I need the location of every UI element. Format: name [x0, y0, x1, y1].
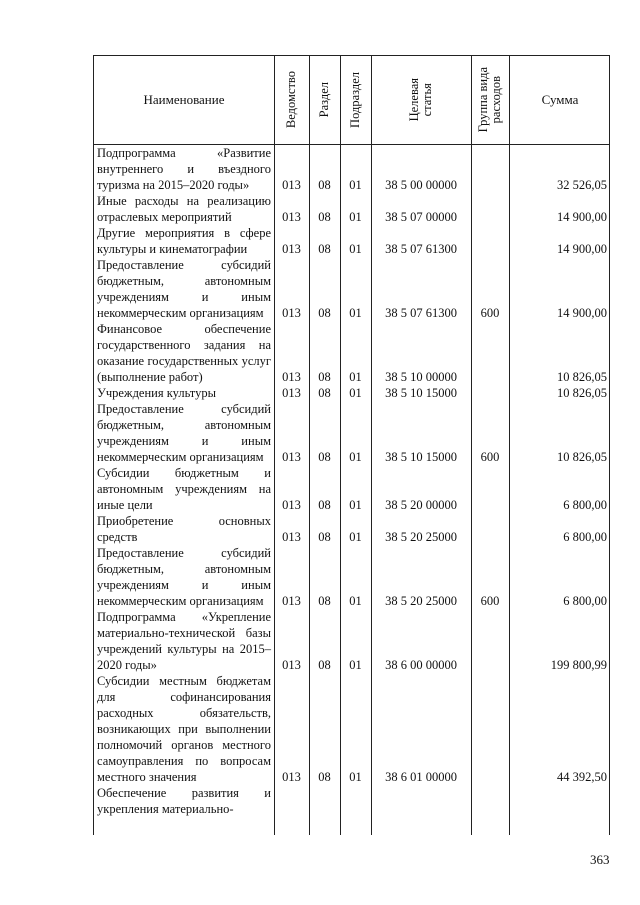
table-row [94, 401, 611, 465]
row-vedomstvo: 013 [282, 386, 301, 400]
row-summa: 199 800,99 [550, 658, 607, 672]
header-razdel: Раздел [317, 82, 331, 118]
table-row [94, 257, 611, 321]
row-name: Субсидии бюджетным и автономным учреждениям на иные цели [97, 466, 271, 512]
table-row [94, 673, 611, 785]
row-name: Другие мероприятия в сфере культуры и кинематографии [97, 226, 271, 256]
row-celevaya: 38 5 10 15000 [385, 386, 457, 400]
table-row [94, 609, 611, 673]
row-celevaya: 38 5 07 61300 [385, 306, 457, 320]
row-razdel: 08 [318, 594, 331, 608]
row-podrazdel: 01 [349, 450, 362, 464]
table-row [94, 513, 611, 545]
row-celevaya: 38 5 07 61300 [385, 242, 457, 256]
row-gruppa: 600 [480, 306, 500, 320]
row-razdel: 08 [318, 306, 331, 320]
row-vedomstvo: 013 [282, 370, 301, 384]
table-row [94, 785, 611, 817]
row-razdel: 08 [318, 210, 331, 224]
row-razdel: 08 [318, 530, 331, 544]
row-celevaya: 38 5 20 25000 [385, 530, 457, 544]
header-celevaya-cell [371, 56, 471, 144]
table-row [94, 225, 611, 257]
page-number: 363 [590, 852, 610, 867]
table-row [94, 385, 611, 401]
row-vedomstvo: 013 [282, 178, 301, 192]
row-celevaya: 38 6 00 00000 [385, 658, 457, 672]
row-celevaya: 38 5 07 00000 [385, 210, 457, 224]
table-row [94, 465, 611, 513]
row-celevaya: 38 5 00 00000 [385, 178, 457, 192]
table-row [94, 145, 611, 193]
table-row [94, 545, 611, 609]
row-name: Предоставление субсидий бюджетным, автономным учреждениям и иным некоммерческим организациям [97, 258, 271, 320]
row-summa: 6 800,00 [563, 530, 607, 544]
row-podrazdel: 01 [349, 594, 362, 608]
row-podrazdel: 01 [349, 770, 362, 784]
row-name: Подпрограмма «Развитие внутреннего и въездного туризма на 2015–2020 годы» [97, 146, 271, 192]
row-summa: 6 800,00 [563, 498, 607, 512]
row-celevaya: 38 5 10 00000 [385, 370, 457, 384]
row-gruppa: 600 [480, 450, 500, 464]
row-celevaya: 38 6 01 00000 [385, 770, 457, 784]
row-razdel: 08 [318, 658, 331, 672]
row-vedomstvo: 013 [282, 530, 301, 544]
row-vedomstvo: 013 [282, 306, 301, 320]
table-body [94, 145, 611, 817]
header-celevaya: Целевая статья [407, 78, 434, 122]
row-name: Предоставление субсидий бюджетным, автономным учреждениям и иным некоммерческим организациям [97, 546, 271, 608]
row-razdel: 08 [318, 242, 331, 256]
row-name: Иные расходы на реализацию отраслевых мероприятий [97, 194, 271, 224]
header-podrazdel: Подраздел [348, 72, 362, 128]
row-razdel: 08 [318, 178, 331, 192]
row-summa: 44 392,50 [557, 770, 607, 784]
row-razdel: 08 [318, 370, 331, 384]
row-podrazdel: 01 [349, 210, 362, 224]
row-vedomstvo: 013 [282, 594, 301, 608]
budget-table [93, 55, 610, 835]
row-name: Субсидии местным бюджетам для софинансирования расходных обязательств, возникающих при выполнении полномочий органов местного самоуправления по вопросам местного значения [97, 674, 271, 784]
row-name: Подпрограмма «Укрепление материально-технической базы учреждений культуры на 2015–2020 годы» [97, 610, 271, 672]
row-razdel: 08 [318, 386, 331, 400]
row-summa: 14 900,00 [557, 242, 607, 256]
header-name: Наименование [143, 92, 225, 107]
table-row [94, 193, 611, 225]
row-celevaya: 38 5 20 00000 [385, 498, 457, 512]
row-summa: 6 800,00 [563, 594, 607, 608]
row-summa: 10 826,05 [557, 370, 607, 384]
row-summa: 10 826,05 [557, 386, 607, 400]
row-vedomstvo: 013 [282, 498, 301, 512]
row-vedomstvo: 013 [282, 242, 301, 256]
row-vedomstvo: 013 [282, 450, 301, 464]
row-name: Приобретение основных средств [97, 514, 271, 544]
row-summa: 14 900,00 [557, 210, 607, 224]
row-celevaya: 38 5 20 25000 [385, 594, 457, 608]
row-podrazdel: 01 [349, 178, 362, 192]
row-vedomstvo: 013 [282, 210, 301, 224]
row-name: Обеспечение развития и укрепления материально- [97, 786, 271, 816]
header-summa: Сумма [541, 92, 579, 107]
row-vedomstvo: 013 [282, 658, 301, 672]
row-summa: 10 826,05 [557, 450, 607, 464]
header-razdel-cell [309, 56, 340, 144]
row-podrazdel: 01 [349, 306, 362, 320]
row-name: Финансовое обеспечение государственного задания на оказание государственных услуг (выполнение работ) [97, 322, 271, 384]
header-gruppa: Группа вида расходов [476, 67, 503, 133]
row-summa: 32 526,05 [557, 178, 607, 192]
header-vedomstvo-cell [274, 56, 309, 144]
row-name: Предоставление субсидий бюджетным, автономным учреждениям и иным некоммерческим организациям [97, 402, 271, 464]
row-podrazdel: 01 [349, 530, 362, 544]
row-podrazdel: 01 [349, 386, 362, 400]
row-razdel: 08 [318, 770, 331, 784]
row-razdel: 08 [318, 450, 331, 464]
row-celevaya: 38 5 10 15000 [385, 450, 457, 464]
row-podrazdel: 01 [349, 242, 362, 256]
row-vedomstvo: 013 [282, 770, 301, 784]
header-vedomstvo: Ведомство [284, 71, 298, 129]
row-name: Учреждения культуры [97, 386, 216, 400]
table-row [94, 321, 611, 385]
row-gruppa: 600 [480, 594, 500, 608]
header-podrazdel-cell [340, 56, 371, 144]
row-podrazdel: 01 [349, 370, 362, 384]
row-razdel: 08 [318, 498, 331, 512]
header-gruppa-cell [471, 56, 509, 144]
row-podrazdel: 01 [349, 658, 362, 672]
row-podrazdel: 01 [349, 498, 362, 512]
row-summa: 14 900,00 [557, 306, 607, 320]
